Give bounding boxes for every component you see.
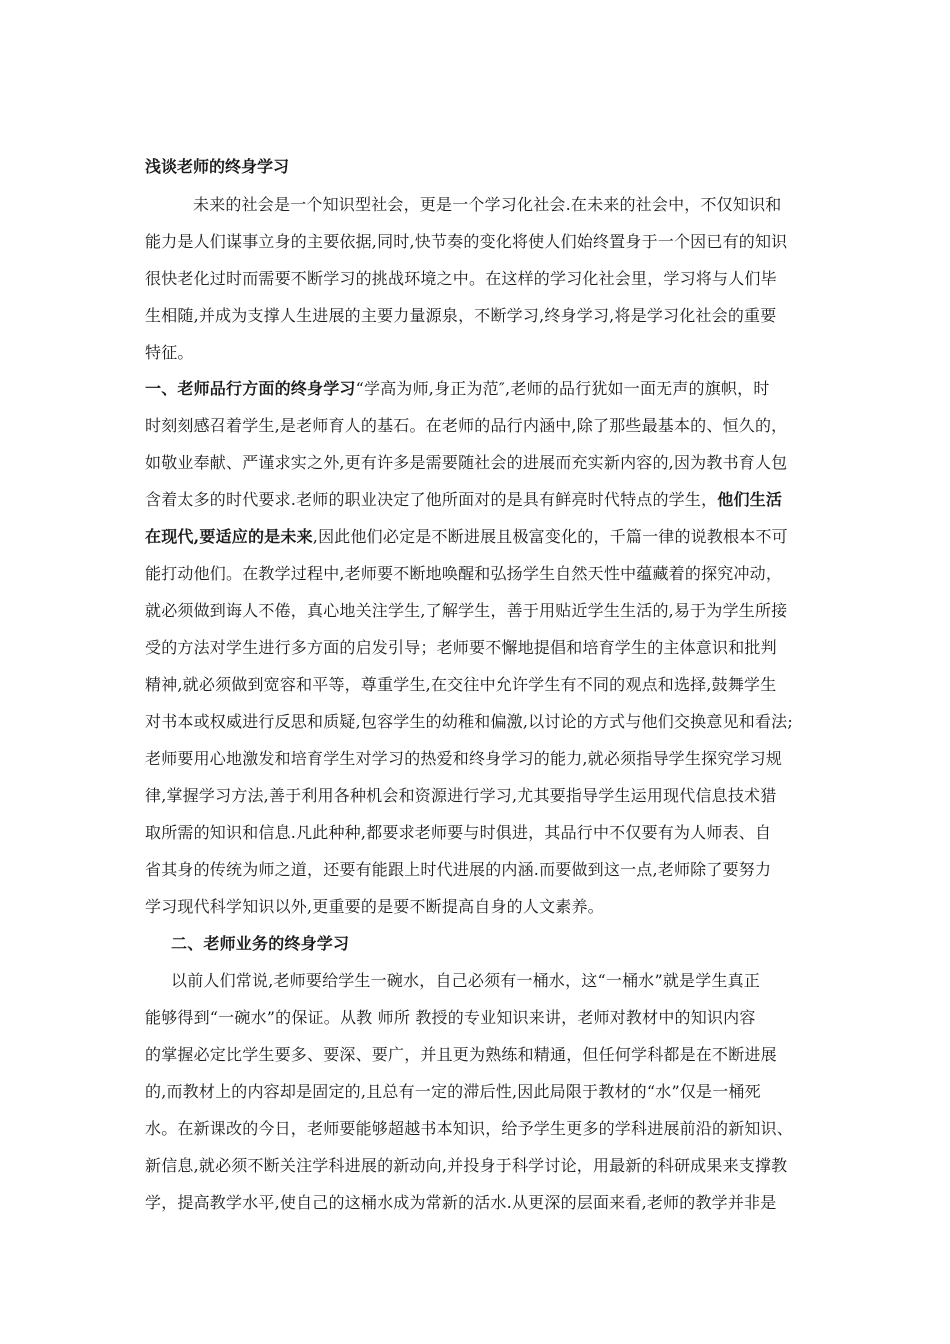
section1-line-15: 学习现代科学知识以外,更重要的是要不断提高自身的人文素养。 bbox=[145, 897, 604, 916]
section1-line-12: 律,掌握学习方法,善于利用各种机会和资源进行学习,尤其要指导学生运用现代信息技术猎 bbox=[145, 786, 777, 805]
section1-line-10: 对书本或权威进行反思和质疑,包容学生的幼稚和偏激,以讨论的方式与他们交换意见和看法; bbox=[145, 712, 793, 731]
section1-line-6: 能打动他们。在教学过程中,老师要不断地唤醒和弘扬学生自然天性中蕴藏着的探究冲动， bbox=[145, 564, 783, 583]
section1-after-bold: ,因此他们必定是不断进展且极富变化的，千篇一律的说教根本不可 bbox=[312, 527, 788, 546]
section1-line-9: 精神,就必须做到宽容和平等，尊重学生,在交往中允许学生有不同的观点和选择,鼓舞学生 bbox=[145, 675, 777, 694]
section2-line-1: 以前人们常说,老师要给学生一碗水，自己必须有一桶水，这“一桶水”就是学生真正 bbox=[171, 971, 761, 990]
section1-bold-tail: 他们生活 bbox=[717, 490, 783, 509]
section2-heading: 二、老师业务的终身学习 bbox=[171, 934, 350, 953]
section1-line-11: 老师要用心地激发和培育学生对学习的热爱和终身学习的能力,就必须指导学生探究学习规 bbox=[145, 749, 783, 768]
section2-line-5: 水。在新课改的今日，老师要能够超越书本知识，给予学生更多的学科进展前沿的新知识、 bbox=[145, 1119, 794, 1138]
section2-line-7: 学，提高教学水平,使自己的这桶水成为常新的活水.从更深的层面来看,老师的教学并非是 bbox=[145, 1193, 777, 1212]
section2-line-2: 能够得到“一碗水”的保证。从教 师所 教授的专业知识来讲，老师对教材中的知识内容 bbox=[145, 1008, 756, 1027]
section1-line-3: 如敬业奉献、严谨求实之外,更有许多是需要随社会的进展而充实新内容的,因为教书育人包 bbox=[145, 453, 788, 472]
section2-line-4: 的,而教材上的内容却是固定的,且总有一定的滞后性,因此局限于教材的“水”仅是一桶死 bbox=[145, 1082, 761, 1101]
section1-line-7: 就必须做到诲人不倦，真心地关注学生,了解学生，善于用贴近学生生活的,易于为学生所接 bbox=[145, 601, 788, 620]
section1-line1-text: “学高为师,身正为范″,老师的品行犹如一面无声的旗帜，时 bbox=[355, 379, 770, 398]
intro-line-2: 能力是人们谋事立身的主要依据,同时,快节奏的变化将使人们始终置身于一个因已有的知识 bbox=[145, 232, 788, 251]
intro-line-5: 特征。 bbox=[145, 343, 194, 362]
section1-heading: 一、老师品行方面的终身学习 bbox=[145, 379, 356, 398]
section1-first-line bbox=[145, 377, 770, 401]
intro-line-1: 未来的社会是一个知识型社会，更是一个学习化社会.在未来的社会中，不仅知识和 bbox=[193, 195, 782, 214]
section1-line-4 bbox=[145, 488, 782, 512]
section1-line-5 bbox=[145, 525, 788, 549]
section1-line-4-text: 含着太多的时代要求.老师的职业决定了他所面对的是具有鲜亮时代特点的学生， bbox=[145, 490, 718, 509]
section1-line-2: 时刻刻感召着学生,是老师育人的基石。在老师的品行内涵中,除了那些最基本的、恒久的， bbox=[145, 416, 788, 435]
section1-line-13: 取所需的知识和信息.凡此种种,都要求老师要与时俱进，其品行中不仅要有为人师表、自 bbox=[145, 823, 772, 842]
section2-line-3: 的掌握必定比学生要多、要深、要广，并且更为熟练和精通，但任何学科都是在不断进展 bbox=[145, 1045, 777, 1064]
document-title: 浅谈老师的终身学习 bbox=[145, 157, 290, 176]
intro-line-4: 生相随,并成为支撑人生进展的主要力量源泉，不断学习,终身学习,将是学习化社会的重要 bbox=[145, 306, 777, 325]
section1-line-8: 受的方法对学生进行多方面的启发引导；老师要不懈地提倡和培育学生的主体意识和批判 bbox=[145, 638, 777, 657]
section1-bold-head: 在现代,要适应的是未来 bbox=[145, 527, 313, 546]
section2-line-6: 新信息,就必须不断关注学科进展的新动向,并投身于科学讨论，用最新的科研成果来支撑教 bbox=[145, 1156, 788, 1175]
section1-line-14: 省其身的传统为师之道，还要有能跟上时代进展的内涵.而要做到这一点,老师除了要努力 bbox=[145, 860, 772, 879]
intro-line-3: 很快老化过时而需要不断学习的挑战环境之中。在这样的学习化社会里，学习将与人们毕 bbox=[145, 269, 777, 288]
